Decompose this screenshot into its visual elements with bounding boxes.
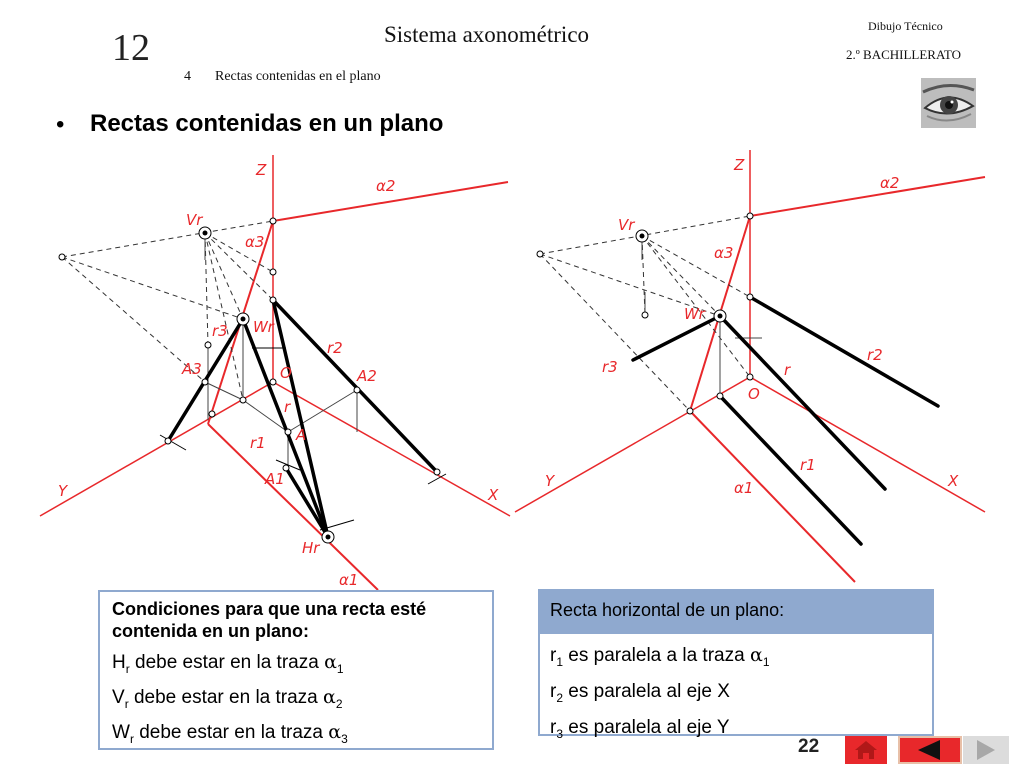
left-label-x: X	[488, 486, 499, 504]
right-trace-alpha1	[690, 411, 855, 582]
left-diagram	[40, 155, 510, 590]
condition-line-2: $V_r$ debe estar en la traza $\alpha_2$	[112, 685, 343, 711]
left-axis-y	[40, 382, 273, 516]
page-number: 22	[798, 736, 820, 757]
horizontal-line-heading: Recta horizontal de un plano:	[540, 591, 932, 634]
right-axis-y	[515, 377, 750, 512]
next-button[interactable]	[963, 736, 1009, 764]
right-label-r3: r3	[602, 358, 618, 376]
right-label-wr: Wr	[684, 305, 705, 323]
left-point-wr	[237, 313, 249, 325]
next-arrow-icon	[963, 736, 1009, 764]
conditions-heading: Condiciones para que una recta esté contenida en un plano:	[112, 599, 427, 641]
left-label-r1: r1	[250, 434, 266, 452]
horizontal-line-2: $r_2$ es paralela al eje X	[550, 680, 730, 705]
left-label-vr: Vr	[186, 211, 203, 229]
right-label-r: r	[784, 361, 791, 379]
section-number: 4	[184, 69, 191, 84]
previous-button[interactable]	[898, 736, 962, 764]
left-label-r3: r3	[212, 322, 228, 340]
prev-arrow-icon	[900, 738, 960, 762]
left-label-z: Z	[256, 161, 267, 179]
right-label-alpha3: α3	[714, 244, 734, 262]
home-button[interactable]	[845, 736, 887, 764]
left-label-y: Y	[58, 482, 68, 500]
right-label-vr: Vr	[618, 216, 635, 234]
right-label-alpha1: α1	[734, 479, 754, 497]
left-label-r2: r2	[327, 339, 343, 357]
right-point-vr	[636, 230, 648, 242]
left-label-a3: A3	[182, 360, 202, 378]
left-label-r: r	[284, 398, 291, 416]
right-label-x: X	[948, 472, 959, 490]
header-title: Sistema axonométrico	[384, 22, 590, 47]
slide-heading: Rectas contenidas en un plano	[90, 110, 444, 137]
condition-line-1: $H_r$ debe estar en la traza $\alpha_1$	[112, 651, 344, 676]
horizontal-line-box	[538, 589, 934, 741]
right-label-y: Y	[545, 472, 555, 490]
right-label-r2: r2	[867, 346, 883, 364]
right-label-o: O	[748, 385, 760, 403]
left-label-alpha1: α1	[339, 571, 359, 589]
left-label-o: O	[280, 364, 292, 382]
conditions-box	[98, 590, 494, 750]
left-label-a1: A1	[265, 470, 285, 488]
condition-line-3: $W_r$ debe estar en la traza $\alpha_3$	[112, 720, 348, 746]
right-diagram	[515, 150, 985, 582]
left-label-alpha3: α3	[245, 233, 265, 251]
left-label-wr: Wr	[253, 318, 274, 336]
subject-label: Dibujo Técnico	[868, 19, 943, 33]
right-trace-alpha2	[750, 177, 985, 216]
left-label-a2: A2	[357, 367, 377, 385]
course-label: 2.º BACHILLERATO	[846, 47, 962, 62]
left-point-hr	[322, 531, 334, 543]
unit-number: 12	[112, 27, 150, 69]
right-axis-x	[750, 377, 985, 512]
horizontal-line-1: $r_1$ es paralela a la traza $\alpha_1$	[550, 644, 770, 669]
right-label-z: Z	[734, 156, 745, 174]
right-label-alpha2: α2	[880, 174, 900, 192]
section-title: Rectas contenidas en el plano	[215, 69, 381, 84]
home-icon	[845, 736, 887, 764]
left-label-hr: Hr	[302, 539, 320, 557]
right-label-r1: r1	[800, 456, 816, 474]
left-label-alpha2: α2	[376, 177, 396, 195]
right-point-wr	[714, 310, 726, 322]
left-label-a: A	[296, 426, 307, 444]
heading-bullet: •	[56, 111, 65, 138]
horizontal-line-3: $r_3$ es paralela al eje Y	[550, 716, 730, 741]
